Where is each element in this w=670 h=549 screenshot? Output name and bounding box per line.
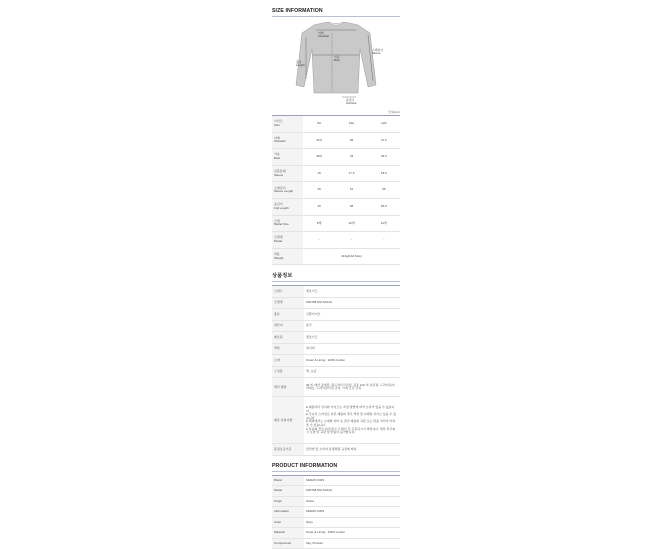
- size-cell: 35: [335, 132, 367, 149]
- info-row: [272, 378, 400, 397]
- info-row-value: KENZO KIDS: [304, 475, 400, 486]
- size-cell: 15: [303, 165, 335, 182]
- info-row: [272, 309, 400, 321]
- info-row-label: Color: [272, 517, 304, 528]
- size-cell: 56.5: [368, 198, 400, 215]
- product-kr-title: 상품정보: [272, 272, 400, 282]
- info-row-label: 원산지: [272, 320, 304, 332]
- size-row: [272, 232, 400, 249]
- size-row: [272, 198, 400, 215]
- info-row-value: K60768 NM-SA12A: [304, 297, 400, 309]
- size-row: [272, 132, 400, 149]
- size-row: [272, 215, 400, 232]
- size-row-label: 암홀둘레 Sleeve: [272, 165, 303, 182]
- size-row: [272, 182, 400, 199]
- size-row: [272, 248, 400, 265]
- sweater-diagram: [272, 19, 400, 109]
- info-row-label: 종류: [272, 309, 304, 321]
- size-cell: -: [335, 232, 367, 249]
- info-row: [272, 355, 400, 367]
- info-row-label: 세탁 방법: [272, 378, 304, 397]
- size-cell: 8A: [303, 116, 335, 133]
- size-row-label: 어깨 Shoulder: [272, 132, 303, 149]
- info-row-label: Material: [272, 528, 304, 539]
- size-cell: 58: [335, 198, 367, 215]
- size-cell: 10A: [335, 116, 367, 133]
- size-row-label: 착용 Weight: [272, 248, 303, 265]
- product-kr-table: [272, 285, 400, 456]
- size-cell: 10세: [335, 215, 367, 232]
- info-row-value: Tag, Product: [304, 538, 400, 549]
- size-row-label: 소매길이 Sleeve Length: [272, 182, 303, 199]
- info-row: [272, 320, 400, 332]
- info-row: [272, 297, 400, 309]
- size-row-label: 총길이 Full Length: [272, 198, 303, 215]
- info-row-value: Outer & Lining : 100% Cotton: [304, 355, 400, 367]
- size-cell: 8세: [303, 215, 335, 232]
- size-cell: 43: [335, 149, 367, 166]
- info-row-value: 30 ℃ 에서 중세탁, 원드라이크리닝, 중온 110 ℃ 다림질, 드라이하지 마세요, 드라이클리닝 금지, 기계 건조 금지: [304, 378, 400, 397]
- info-row-label: 모델명: [272, 297, 304, 309]
- product-en-title: PRODUCT INFORMATION: [272, 463, 400, 472]
- info-row-label: Model: [272, 486, 304, 497]
- info-row-label: 색상: [272, 343, 304, 355]
- info-row: [272, 343, 400, 355]
- info-row-label: 소재: [272, 355, 304, 367]
- size-row: [272, 165, 400, 182]
- info-row: [272, 517, 400, 528]
- size-cell: 46.5: [368, 149, 400, 166]
- size-figure: [272, 19, 400, 109]
- info-row: [272, 332, 400, 344]
- info-row: [272, 397, 400, 444]
- chest-label: 가슴 Bust: [334, 55, 340, 62]
- size-cell: -: [303, 232, 335, 249]
- info-row-label: Components: [272, 538, 304, 549]
- info-row: [272, 444, 400, 456]
- size-row-label: 가슴 Bust: [272, 149, 303, 166]
- info-row-label: 품질보증기준: [272, 444, 304, 456]
- info-row-label: 제조 유의사항: [272, 397, 304, 444]
- info-row-label: 구성품: [272, 366, 304, 378]
- info-row-value: 관련법 및 소비자 분쟁해결 규정에 따름: [304, 444, 400, 456]
- size-cell: -: [368, 232, 400, 249]
- size-row-label: 사이즈 Size: [272, 116, 303, 133]
- info-row: [272, 496, 400, 507]
- length-label: 총장 Length: [296, 60, 305, 67]
- info-row-value: K60768 NM-SA12A: [304, 486, 400, 497]
- info-row: [272, 486, 400, 497]
- unit-label: 단위(cm): [388, 110, 400, 114]
- info-row: [272, 286, 400, 298]
- size-cell: 32.5: [303, 132, 335, 149]
- info-row-label: Information: [272, 507, 304, 518]
- info-row-label: Brand: [272, 475, 304, 486]
- info-row-label: 제조원: [272, 332, 304, 344]
- size-cell: 46: [303, 198, 335, 215]
- info-row: [272, 528, 400, 539]
- size-row-merged-value: 313g(10A Size): [303, 248, 400, 265]
- size-cell: 37.5: [368, 132, 400, 149]
- size-cell: 38.5: [303, 149, 335, 166]
- size-cell: 17.5: [335, 165, 367, 182]
- info-row: [272, 366, 400, 378]
- info-row-value: 겐조키즈: [304, 332, 400, 344]
- info-row: [272, 538, 400, 549]
- size-table: [272, 115, 400, 265]
- info-row-value: 네이비: [304, 343, 400, 355]
- size-row-label: 모델 Model Size: [272, 215, 303, 232]
- info-row-value: 긴팔티셔츠: [304, 309, 400, 321]
- size-cell: 51: [335, 182, 367, 199]
- info-row-label: 브랜드: [272, 286, 304, 298]
- sleeve-label: 소매길이 Sleeve: [372, 48, 383, 55]
- armhole-label: 품길이 Armhole: [346, 98, 357, 105]
- product-en-table: [272, 475, 400, 549]
- size-row: [272, 116, 400, 133]
- info-row-value: Outer & Lining : 100% Cotton: [304, 528, 400, 539]
- info-row-value: KENZO KIDS: [304, 507, 400, 518]
- info-row-value: ● 제품마다 길이와 사이즈는 측정 방법에 따라 오차가 있을 수 있습니다. ● 모니터 스타일로 다른 제품의 경우 색상 및 디테일 차이는 있을 수 있습니다. ● 해외에서는 수제와 자마 등 관련 제품의 교환 또는 반품 처리가 어려울 수 있습니다. ● 상품의 경우 위치 반드시 확인 후 주문하시기 바랍니다. 세탁 부주의 시 오염 및 교환 및 반품이 불가합니다.: [304, 397, 400, 444]
- size-row: [272, 149, 400, 166]
- size-row-label: 모델명 Model: [272, 232, 303, 249]
- info-row-value: China: [304, 496, 400, 507]
- size-info-title: SIZE INFORMATION: [272, 8, 400, 17]
- size-cell: 46: [303, 182, 335, 199]
- info-row-value: 겐조키즈: [304, 286, 400, 298]
- shoulder-label: 어깨 Shoulder: [318, 31, 330, 38]
- info-row: [272, 507, 400, 518]
- size-cell: 12세: [368, 215, 400, 232]
- info-row: [272, 475, 400, 486]
- info-row-value: Navy: [304, 517, 400, 528]
- size-cell: 18.5: [368, 165, 400, 182]
- detail-page: [272, 8, 400, 549]
- info-row-value: 택, 보증: [304, 366, 400, 378]
- info-row-value: 중국: [304, 320, 400, 332]
- info-row-label: Origin: [272, 496, 304, 507]
- size-cell: 12A: [368, 116, 400, 133]
- size-cell: 55: [368, 182, 400, 199]
